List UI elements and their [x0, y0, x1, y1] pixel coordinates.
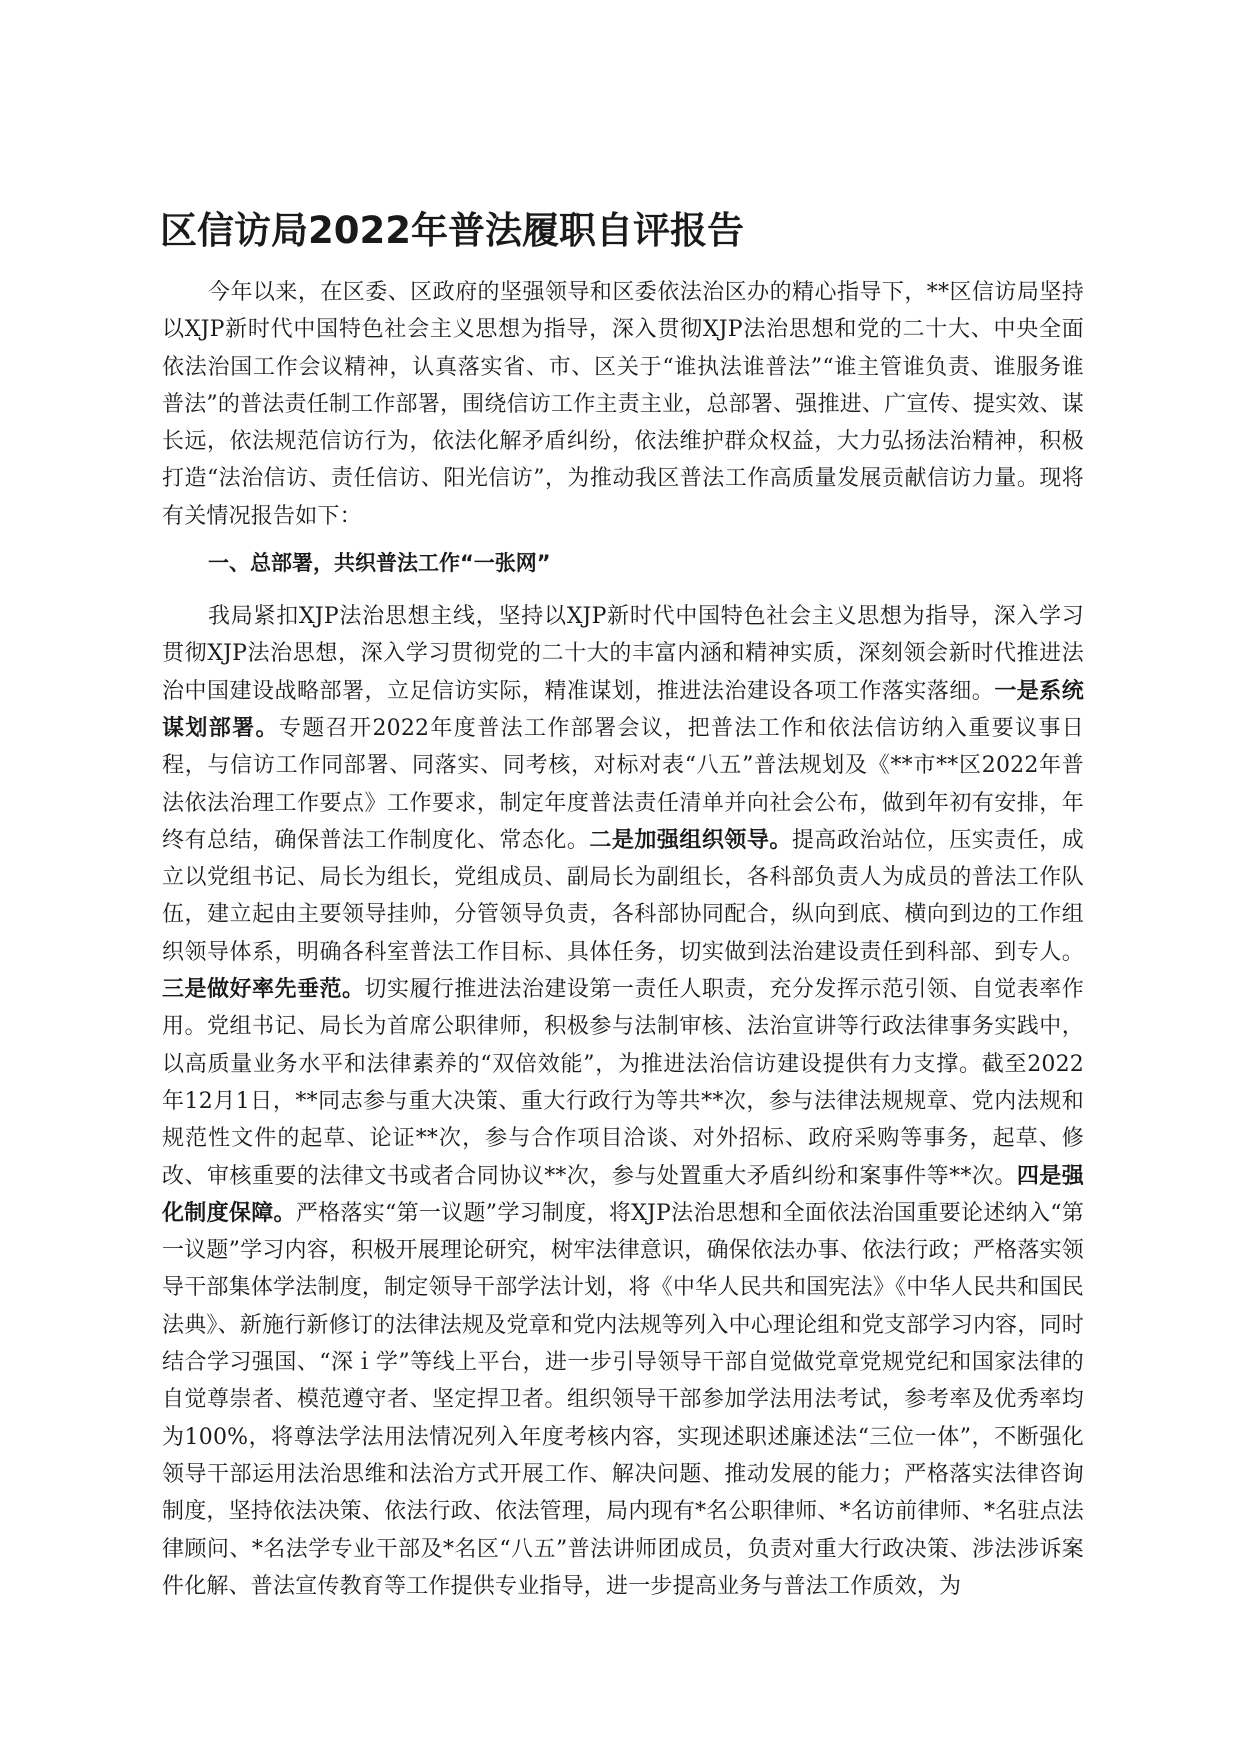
paragraph-text: 切实履行推进法治建设第一责任人职责，充分发挥示范引领、自觉表率作用。党组书记、局长为首席公职律师，积极参与法制审核、法治宣讲等行政法律事务实践中，以高质量业务水平和法律素养的“双倍效能”，为推进法治信访建设提供有力支撑。截至2022年12月1日，**同志参与重大决策、重大行政行为等共**次，参与法律法规规章、党内法规和规范性文件的起草、论证**次，参与合作项目洽谈、对外招标、政府采购等事务，起草、修改、审核重要的法律文书或者合同协议**次，参与处置重大矛盾纠纷和案事件等**次。: [162, 977, 1084, 1189]
paragraph-text: 专题召开2022年度普法工作部署会议，把普法工作和依法信访纳入重要议事日程，与信访工作同部署、同落实、同考核，对标对表“八五”普法规划及《**市**区2022年普法依法治理工作要点》工作要求，制定年度普法责任清单并向社会公布，做到年初有安排，年终有总结，确保普法工作制度化、常态化。: [162, 715, 1084, 853]
section-paragraph: [162, 598, 1084, 1605]
paragraph-text: 提高政治站位，压实责任，成立以党组书记、局长为组长，党组成员、副局长为副组长，各科部负责人为成员的普法工作队伍，建立起由主要领导挂帅，分管领导负责，各科部协同配合，纵向到底、横向到边的工作组织领导体系，明确各科室普法工作目标、具体任务，切实做到法治建设责任到科部、到专人。: [162, 827, 1084, 965]
bold-lead-2: 二是加强组织领导。: [589, 827, 792, 853]
document-body: [162, 274, 1084, 1605]
section-heading: 一、总部署，共织普法工作“一张网”: [208, 551, 551, 576]
paragraph-text: 严格落实“第一议题”学习制度，将XJP法治思想和全面依法治国重要论述纳入“第一议题”学习内容，积极开展理论研究，树牢法律意识，确保依法办事、依法行政；严格落实领导干部集体学法制度，制定领导干部学法计划，将《中华人民共和国宪法》《中华人民共和国民法典》、新施行新修订的法律法规及党章和党内法规等列入中心理论组和党支部学习内容，同时结合学习强国、“深ｉ学”等线上平台，进一步引导领导干部自觉做党章党规党纪和国家法律的自觉尊崇者、模范遵守者、坚定捍卫者。组织领导干部参加学法用法考试，参考率及优秀率均为100%，将尊法学法用法情况列入年度考核内容，实现述职述廉述法“三位一体”，不断强化领导干部运用法治思维和法治方式开展工作、解决问题、推动发展的能力；严格落实法律咨询制度，坚持依法决策、依法行政、依法管理，局内现有*名公职律师、*名访前律师、*名驻点法律顾问、*名法学专业干部及*名区“八五”普法讲师团成员，负责对重大行政决策、涉法涉诉案件化解、普法宣传教育等工作提供专业指导，进一步提高业务与普法工作质效，为: [162, 1200, 1084, 1599]
intro-paragraph: 今年以来，在区委、区政府的坚强领导和区委依法治区办的精心指导下，**区信访局坚持以XJP新时代中国特色社会主义思想为指导，深入贯彻XJP法治思想和党的二十大、中央全面依法治国工作会议精神，认真落实省、市、区关于“谁执法谁普法”“谁主管谁负责、谁服务谁普法”的普法责任制工作部署，围绕信访工作主责主业，总部署、强推进、广宣传、提实效、谋长远，依法规范信访行为，依法化解矛盾纠纷，依法维护群众权益，大力弘扬法治精神，积极打造“法治信访、责任信访、阳光信访”，为推动我区普法工作高质量发展贡献信访力量。现将有关情况报告如下：: [162, 280, 1084, 529]
paragraph-text: 我局紧扣XJP法治思想主线，坚持以XJP新时代中国特色社会主义思想为指导，深入学习贯彻XJP法治思想，深入学习贯彻党的二十大的丰富内涵和精神实质，深刻领会新时代推进法治中国建设战略部署，立足信访实际，精准谋划，推进法治建设各项工作落实落细。: [162, 604, 1084, 704]
bold-lead-4: 四是强化制度保障。: [162, 1163, 1084, 1226]
bold-lead-3: 三是做好率先垂范。: [162, 977, 365, 1003]
bold-lead-1: 一是系统谋划部署。: [162, 678, 1084, 741]
document-title: 区信访局2022年普法履职自评报告: [160, 209, 744, 252]
